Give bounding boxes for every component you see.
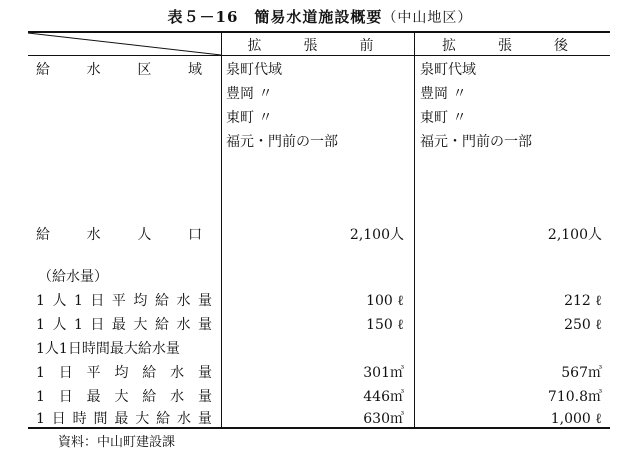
row-after-5: 710.8㎥ — [547, 389, 602, 405]
row-label-1: 1 人 1 日 平 均 給 水 量 — [36, 293, 212, 309]
row-before-1: 100 ℓ — [366, 293, 404, 309]
header-divider — [28, 55, 610, 56]
supply-area-before-2: 豊岡 〃 — [226, 86, 273, 102]
row-before-5: 446㎥ — [363, 389, 404, 405]
population-label: 給 水 人 口 — [36, 227, 202, 243]
supply-area-after-1: 泉町代域 — [420, 62, 476, 78]
supply-area-label: 給 水 区 域 — [36, 62, 202, 78]
header-before: 拡 張 前 — [247, 38, 388, 54]
row-after-6: 1,000 ℓ — [550, 411, 602, 427]
supply-area-after-4: 福元・門前の一部 — [420, 134, 532, 150]
row-label-4: 1 日 平 均 給 水 量 — [36, 365, 212, 381]
row-after-4: 567㎥ — [561, 365, 602, 381]
population-before: 2,100人 — [349, 227, 404, 243]
table-title-main: 表５－16 簡易水道施設概要 — [167, 8, 383, 26]
population-after: 2,100人 — [547, 227, 602, 243]
supply-area-after-3: 東町 〃 — [420, 110, 467, 126]
row-label-6: 1 日 時 間 最 大 給 水 量 — [36, 411, 212, 427]
header-after: 拡 張 後 — [442, 38, 582, 54]
row-before-6: 630㎥ — [363, 411, 404, 427]
row-after-1: 212 ℓ — [564, 293, 602, 309]
row-before-2: 150 ℓ — [366, 317, 404, 333]
supply-area-before-1: 泉町代域 — [226, 62, 282, 78]
row-label-2: 1 人 1 日 最 大 給 水 量 — [36, 317, 212, 333]
supply-area-after-2: 豊岡 〃 — [420, 86, 467, 102]
row-after-2: 250 ℓ — [564, 317, 602, 333]
table-title — [0, 6, 640, 27]
facility-table — [28, 31, 610, 429]
row-before-4: 301㎥ — [363, 365, 404, 381]
row-label-5: 1 日 最 大 給 水 量 — [36, 389, 212, 405]
row-label-3: 1人1日時間最大給水量 — [36, 341, 180, 357]
quantity-section-label: （給水量） — [38, 269, 108, 285]
header-diagonal-line — [28, 33, 221, 55]
supply-area-before-4: 福元・門前の一部 — [226, 134, 338, 150]
table-title-sub: （中山地区） — [382, 10, 473, 26]
source-note: 資料：中山町建設課 — [58, 435, 176, 450]
supply-area-before-3: 東町 〃 — [226, 110, 273, 126]
